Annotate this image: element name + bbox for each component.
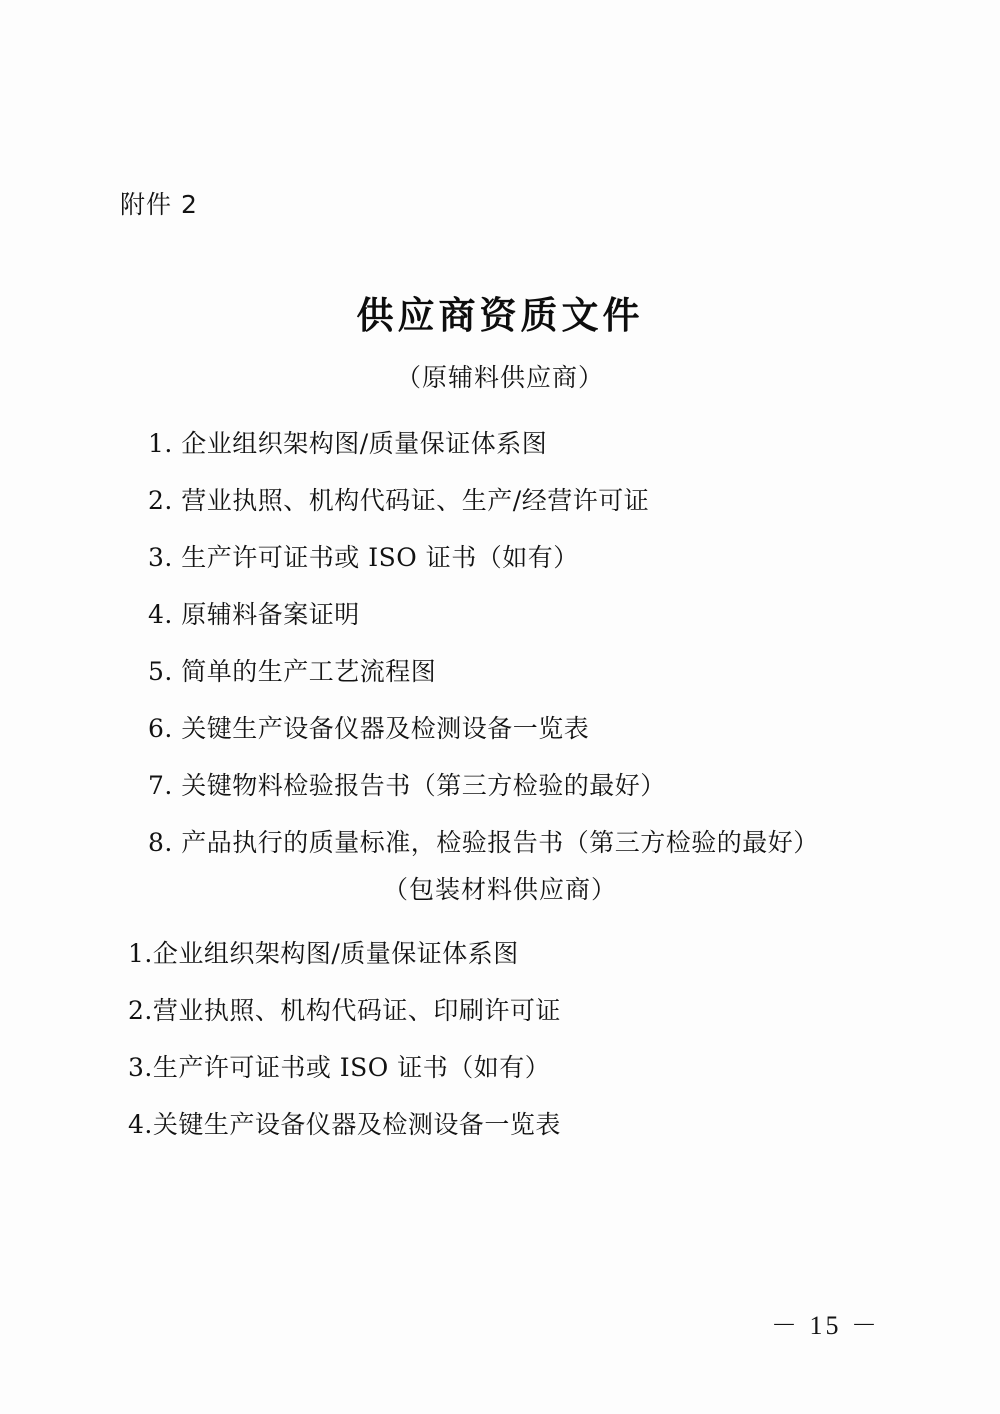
requirement-list-packaging-materials xyxy=(120,925,880,1153)
list-item: 8. 产品执行的质量标准，检验报告书（第三方检验的最好） xyxy=(148,828,819,857)
list-item: 6. 关键生产设备仪器及检测设备一览表 xyxy=(148,714,590,743)
list-item: 3. 生产许可证书或 ISO 证书（如有） xyxy=(148,543,579,572)
page-title: 供应商资质文件 xyxy=(356,293,644,337)
list-item: 4.关键生产设备仪器及检测设备一览表 xyxy=(128,1110,561,1139)
list-item: 1.企业组织架构图/质量保证体系图 xyxy=(128,939,519,968)
page-number: － 15 － xyxy=(770,1311,880,1340)
document-body xyxy=(120,0,880,1414)
section-subtitle-packaging-materials: （包装材料供应商） xyxy=(382,875,617,904)
list-item: 2. 营业执照、机构代码证、生产/经营许可证 xyxy=(148,486,650,515)
list-item: 3.生产许可证书或 ISO 证书（如有） xyxy=(128,1053,551,1082)
list-item: 2.营业执照、机构代码证、印刷许可证 xyxy=(128,996,561,1025)
list-item: 1. 企业组织架构图/质量保证体系图 xyxy=(148,429,548,458)
list-item: 5. 简单的生产工艺流程图 xyxy=(148,657,437,686)
section-subtitle-raw-materials: （原辅料供应商） xyxy=(395,363,604,392)
attachment-label: 附件 2 xyxy=(120,190,198,219)
list-item: 7. 关键物料检验报告书（第三方检验的最好） xyxy=(148,771,666,800)
requirement-list-raw-materials xyxy=(120,415,880,871)
list-item: 4. 原辅料备案证明 xyxy=(148,600,360,629)
